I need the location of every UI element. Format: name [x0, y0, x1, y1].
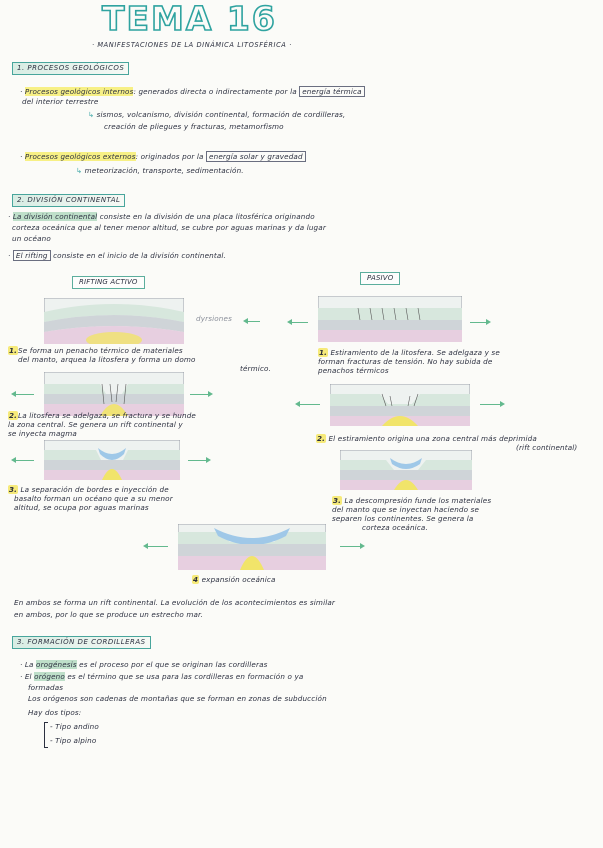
step-text: separen los continentes. Se genera la: [332, 514, 474, 523]
step-text: térmico.: [240, 364, 272, 373]
arrow-icon: ↳: [76, 166, 85, 175]
orogen-line: [20, 672, 303, 681]
line-prefix: · El: [20, 672, 32, 681]
step-text: expansión oceánica: [201, 575, 276, 584]
rifting-term: El rifting: [13, 250, 51, 261]
step-number: 3.: [333, 496, 342, 505]
step-text: altitud, se ocupa por aguas marinas: [14, 503, 149, 512]
step-text: El estiramiento origina una zona central más deprimida: [328, 434, 537, 443]
arrow-icon: [292, 322, 308, 323]
external-effects-text: meteorización, transporte, sedimentación.: [84, 166, 244, 175]
external-processes-line: [20, 152, 306, 161]
page-subtitle: · MANIFESTACIONES DE LA DINÁMICA LITOSFÉRICA ·: [92, 41, 292, 49]
arrow-icon: [248, 321, 260, 322]
section-1-heading: 1. PROCESOS GEOLÓGICOS: [12, 62, 129, 75]
external-processes-term: Procesos geológicos externos: [24, 152, 136, 161]
step-text: La separación de bordes e inyección de: [20, 485, 169, 494]
active-diagram-1: [44, 298, 184, 344]
internal-processes-line: [20, 87, 365, 96]
type-alpine: - Tipo alpino: [50, 736, 97, 745]
step-text: La litosfera se adelgaza, se fractura y se hunde: [18, 411, 196, 420]
orogen-line2: formadas: [28, 683, 64, 692]
bullet: ·: [20, 87, 25, 96]
types-intro: Hay dos tipos:: [28, 708, 82, 717]
arrow-icon: [190, 394, 208, 395]
rift-conclusion-line2: en ambos, por lo que se produce un estrecho mar.: [14, 610, 203, 619]
passive-diagram-3: [340, 450, 472, 490]
step-text: penachos térmicos: [318, 366, 389, 375]
orogenesis-line: [20, 660, 268, 669]
step-text: la zona central. Se genera un rift continental y: [8, 420, 183, 429]
step-text: forman fracturas de tensión. No hay subida de: [318, 357, 493, 366]
internal-processes-line2: del interior terrestre: [22, 97, 99, 106]
arrow-icon: [16, 394, 34, 395]
step-number: 1.: [9, 346, 18, 355]
step-number: 2.: [9, 411, 18, 420]
rifting-line: · El rifting consiste en el inicio de la división continental.: [8, 251, 226, 260]
step-4: [192, 575, 276, 584]
rift-conclusion-line1: En ambos se forma un rift continental. La evolución de los acontecimientos es similar: [14, 598, 336, 607]
step-number: 4: [193, 575, 199, 584]
step-text: del manto que se inyectan haciendo se: [332, 505, 480, 514]
step-text: Se forma un penacho térmico de materiales: [18, 346, 183, 355]
step-number: 2.: [317, 434, 326, 443]
continental-division-text: consiste en la división de una placa litosférica originando: [99, 212, 315, 221]
passive-step-1: [318, 348, 500, 375]
arrow-icon: [300, 404, 320, 405]
section-3-heading: 3. FORMACIÓN DE CORDILLERAS: [12, 636, 151, 649]
step-text: basalto forman un océano que a su menor: [14, 494, 173, 503]
orogen-definition-line: Los orógenos son cadenas de montañas que se forman en zonas de subducción: [28, 694, 327, 703]
external-effects-line: [76, 166, 244, 175]
active-rifting-label: RIFTING ACTIVO: [72, 276, 145, 289]
step-text: (rift continental): [516, 443, 578, 452]
step-text: La descompresión funde los materiales: [344, 496, 492, 505]
internal-processes-term: Procesos geológicos internos: [24, 87, 134, 96]
active-diagram-2: [44, 372, 184, 416]
arrow-icon: [148, 546, 168, 547]
continental-division-line2: corteza oceánica que al tener menor altitud, se cubre por aguas marinas y da lugar: [12, 223, 326, 232]
step-number: 3.: [9, 485, 18, 494]
step-text: corteza oceánica.: [362, 523, 428, 532]
orogen-term: orógeno: [34, 672, 65, 681]
orogenesis-text: es el proceso por el que se originan las cordilleras: [79, 660, 268, 669]
orogen-text: es el término que se usa para las cordilleras en formación o ya: [67, 672, 304, 681]
passive-diagram-1: [318, 296, 462, 342]
active-step-2: [8, 411, 196, 438]
page-title: TEMA 16: [102, 0, 277, 38]
passive-diagram-2: [330, 384, 470, 426]
passive-step-3: [332, 496, 491, 532]
internal-effects-text1: sismos, volcanismo, división continental, formación de cordilleras,: [96, 110, 346, 119]
arrow-icon: [480, 404, 500, 405]
arrow-icon: [340, 546, 360, 547]
step-number: 1.: [319, 348, 328, 357]
passive-rifting-label: PASIVO: [360, 272, 400, 285]
ocean-expansion-diagram: [178, 524, 326, 570]
thermal-energy-term: energía térmica: [299, 86, 364, 97]
solar-energy-term: energía solar y gravedad: [206, 151, 306, 162]
type-andean: - Tipo andino: [50, 722, 99, 731]
rifting-text: consiste en el inicio de la división continental.: [53, 251, 226, 260]
bullet: ·: [20, 152, 25, 161]
line-prefix: · La: [20, 660, 34, 669]
active-diagram-3: [44, 440, 180, 480]
continental-division-line3: un océano: [12, 234, 51, 243]
step-text: Estiramiento de la litosfera. Se adelgaza y se: [330, 348, 500, 357]
arrow-icon: [16, 460, 34, 461]
types-bracket: [44, 722, 48, 748]
orogenesis-term: orogénesis: [36, 660, 77, 669]
internal-effects-line2: creación de pliegues y fracturas, metamorfismo: [104, 122, 284, 131]
step-text: del manto, arquea la litosfera y forma un domo: [18, 355, 196, 364]
arrow-icon: [188, 460, 206, 461]
passive-step-2: [316, 434, 577, 452]
section-2-heading: 2. DIVISIÓN CONTINENTAL: [12, 194, 125, 207]
internal-effects-line1: [88, 110, 345, 119]
internal-processes-text: : generados directa o indirectamente por la: [133, 87, 297, 96]
diagram-note: dyrsiones: [196, 314, 232, 323]
continental-division-term: La división continental: [12, 212, 98, 221]
active-step-1: [8, 346, 271, 373]
active-step-3: [8, 485, 173, 512]
continental-division-line1: · La división continental consiste en la división de una placa litosférica originando: [8, 212, 315, 221]
external-processes-text: : originados por la: [135, 152, 204, 161]
arrow-icon: [470, 322, 486, 323]
step-text: se inyecta magma: [8, 429, 77, 438]
arrow-icon: ↳: [88, 110, 97, 119]
